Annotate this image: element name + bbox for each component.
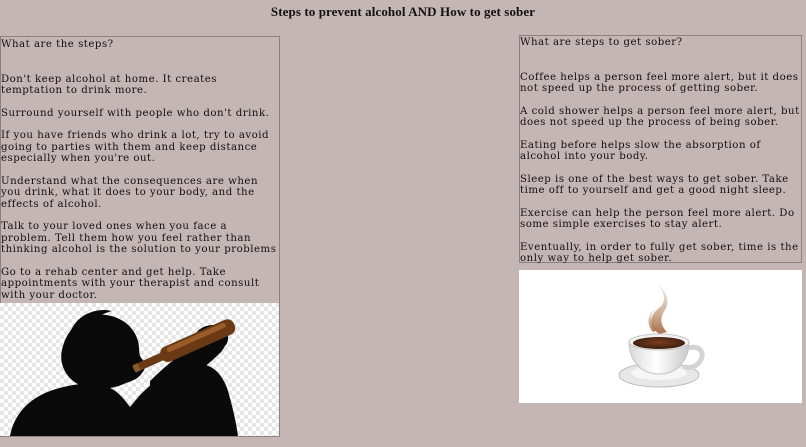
sober-steps-heading: What are steps to get sober?	[520, 37, 683, 48]
prevent-step: Go to a rehab center and get help. Take appointments with your therapist and consult with your doctor.	[1, 266, 260, 301]
page-title: Steps to prevent alcohol AND How to get sober	[270, 4, 536, 19]
sober-steps-list	[520, 72, 801, 265]
sober-step: Eating before helps slow the absorption of alcohol into your body.	[520, 139, 761, 162]
coffee-cup-image	[519, 270, 802, 403]
sober-step: Coffee helps a person feel more alert, but it does not speed up the process of getting sober.	[520, 71, 799, 94]
sober-step: Sleep is one of the best ways to get sober. Take time off to yourself and get a good night sleep.	[520, 173, 789, 196]
drinking-silhouette-image	[0, 303, 279, 436]
prevent-steps-list	[1, 74, 279, 302]
drinking-silhouette-graphic	[0, 303, 279, 436]
prevent-step: If you have friends who drink a lot, try to avoid going to parties with them and keep distance especially when you're out.	[1, 130, 270, 164]
sober-step: Eventually, in order to fully get sober, time is the only way to help get sober.	[520, 241, 799, 264]
prevent-steps-heading: What are the steps?	[1, 39, 114, 50]
prevent-step: Talk to your loved ones when you face a problem. Tell them how you feel rather than thinking alcohol is the solution to your problems	[1, 221, 277, 255]
prevent-step: Surround yourself with people who don't drink.	[1, 107, 270, 119]
sober-step: A cold shower helps a person feel more alert, but does not speed up the process of being sober.	[520, 105, 800, 128]
prevent-step: Understand what the consequences are when you drink, what it does to your body, and the effects of alcohol.	[1, 175, 259, 210]
coffee-cup-graphic	[519, 270, 802, 403]
sober-step: Exercise can help the person feel more alert. Do some simple exercises to stay alert.	[520, 207, 795, 230]
sober-steps-panel	[519, 35, 802, 263]
prevent-step: Don't keep alcohol at home. It creates temptation to drink more.	[1, 73, 217, 96]
